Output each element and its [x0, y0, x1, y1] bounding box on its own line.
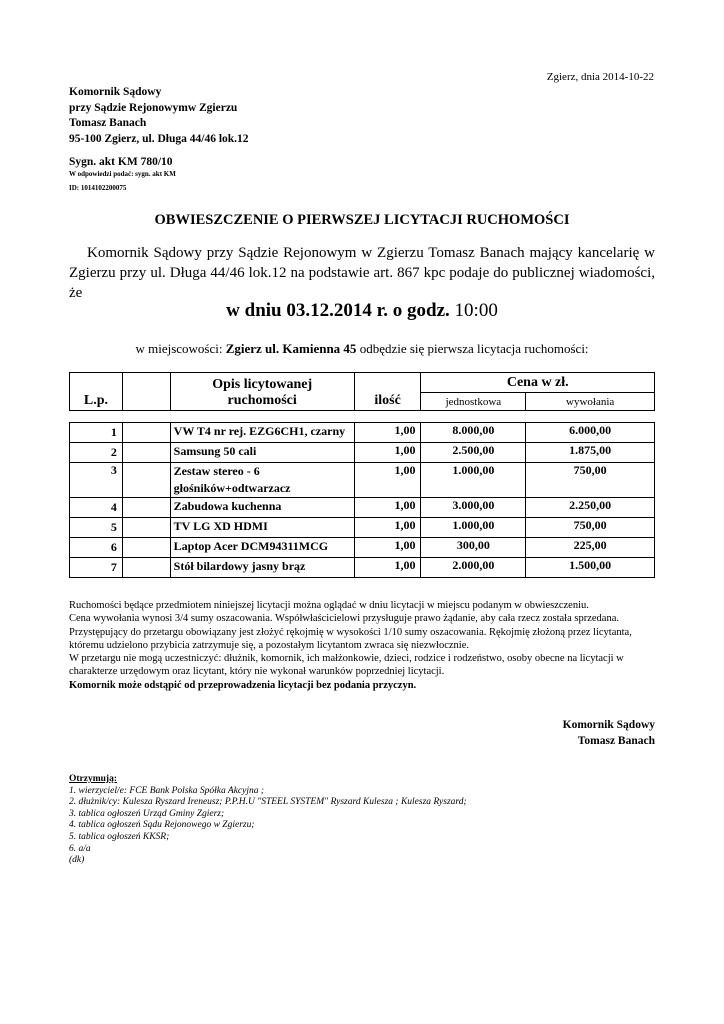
row-unit-price: 8.000,00: [421, 423, 526, 443]
auction-date: w dniu 03.12.2014 r. o godz.: [226, 300, 450, 321]
case-reference: Sygn. akt KM 780/10: [69, 156, 173, 168]
note-bold-line: Komornik może odstąpić od przeprowadzenia licytacji bez podania przyczyn.: [69, 679, 417, 691]
intro-paragraph: Komornik Sądowy przy Sądzie Rejonowym w Zgierzu Tomasz Banach mający kancelarię w Zgierzu przy ul. Długa 44/46 lok.12 na podstawie art. 867 kpc podaje do publicznej wiadomości, że: [69, 245, 655, 301]
place-prefix: w miejscowości:: [135, 341, 223, 356]
row-call-price: 2.250,00: [526, 498, 655, 518]
note-line: Cena wywołania wynosi 3/4 sumy oszacowania. Współwłaścicielowi przysługuje prawo żądanie, aby cała rzecz została sprzedana.: [69, 613, 619, 625]
row-lp: 2: [70, 443, 123, 463]
recipient-item: 4. tablica ogłoszeń Sądu Rejonowego w Zgierzu;: [69, 820, 255, 831]
row-lp: 7: [70, 558, 123, 578]
place-suffix: odbędzie się pierwsza licytacja ruchomości:: [359, 341, 589, 356]
signature-block: [563, 718, 655, 749]
place-address: Zgierz ul. Kamienna 45: [225, 341, 357, 356]
header-qty: ilość: [354, 373, 421, 411]
sender-line: Tomasz Banach: [69, 117, 147, 129]
row-unit-price: 1.000,00: [421, 463, 526, 498]
header-desc-2: ruchomości: [170, 393, 354, 411]
table-row: [70, 423, 655, 443]
row-lp: 6: [70, 538, 123, 558]
header-lp: L.p.: [70, 373, 123, 411]
row-blank: [122, 423, 170, 443]
header-price: Cena w zł.: [421, 373, 655, 393]
signature-line: Komornik Sądowy: [562, 719, 655, 731]
row-qty: 1,00: [354, 518, 421, 538]
note-line: Przystępujący do przetargu obowiązany jest złożyć rękojmię w wysokości 1/10 sumy oszacowania. Rękojmię złożoną przez licytanta, któremu udzielono przybicia zatrzymuje się, a pozostałym licytantom zwraca się niezwłocznie.: [69, 626, 632, 651]
auction-time: 10:00: [454, 300, 498, 321]
header-desc-1: Opis licytowanej: [170, 373, 354, 393]
row-desc: Laptop Acer DCM94311MCG: [170, 538, 354, 558]
table-row: [70, 463, 655, 498]
row-qty: 1,00: [354, 443, 421, 463]
row-desc: Zabudowa kuchenna: [170, 498, 354, 518]
recipient-item: (dk): [69, 855, 85, 866]
sender-address: [69, 85, 249, 147]
row-call-price: 6.000,00: [526, 423, 655, 443]
row-desc: Zestaw stereo - 6 głośników+odtwarzacz: [170, 463, 354, 498]
row-call-price: 750,00: [526, 518, 655, 538]
reply-note: W odpowiedzi podać: sygn. akt KM: [69, 170, 176, 178]
note-line: Ruchomości będące przedmiotem niniejszej licytacji można oglądać w dniu licytacji w miejscu podanym w obwieszczeniu.: [69, 600, 589, 611]
row-qty: 1,00: [354, 558, 421, 578]
row-unit-price: 1.000,00: [421, 518, 526, 538]
recipient-item: 2. dłużnik/cy: Kulesza Ryszard Ireneusz; P.P.H.U "STEEL SYSTEM" Ryszard Kulesza ; Kulesza Ryszard;: [69, 797, 467, 808]
table-row: [70, 558, 655, 578]
row-blank: [122, 463, 170, 498]
row-unit-price: 2.500,00: [421, 443, 526, 463]
recipient-item: 1. wierzyciel/e: FCE Bank Polska Spółka Akcyjna ;: [69, 785, 265, 796]
header-call: wywołania: [526, 393, 655, 411]
recipient-item: 3. tablica ogłoszeń Urząd Gminy Zgierz;: [69, 808, 225, 819]
row-call-price: 1.875,00: [526, 443, 655, 463]
row-call-price: 1.500,00: [526, 558, 655, 578]
table-row: [70, 443, 655, 463]
note-line: W przetargu nie mogą uczestniczyć: dłużnik, komornik, ich małżonkowie, dzieci, rodzice i rodzeństwo, osoby obecne na licytacji w charakterze urzędowym oraz licytant, który nie wykonał warunków poprzedniej licytacji.: [69, 653, 624, 678]
row-lp: 5: [70, 518, 123, 538]
sender-line: przy Sądzie Rejonowymw Zgierzu: [69, 101, 238, 114]
recipients-list: [69, 774, 467, 867]
row-desc: VW T4 nr rej. EZG6CH1, czarny: [170, 423, 354, 443]
row-lp: 3: [70, 463, 123, 498]
recipients-header: Otrzymują:: [69, 774, 118, 784]
document-id: ID: 1014102200075: [69, 184, 127, 192]
row-qty: 1,00: [354, 463, 421, 498]
row-unit-price: 3.000,00: [421, 498, 526, 518]
row-qty: 1,00: [354, 498, 421, 518]
page-title: OBWIESZCZENIE O PIERWSZEJ LICYTACJI RUCHOMOŚCI: [154, 212, 570, 228]
row-blank: [122, 538, 170, 558]
table-row: [70, 498, 655, 518]
header-unit: jednostkowa: [421, 393, 526, 411]
sender-line: Komornik Sądowy: [69, 86, 162, 98]
row-qty: 1,00: [354, 538, 421, 558]
row-blank: [122, 518, 170, 538]
row-desc: TV LG XD HDMI: [170, 518, 354, 538]
items-table: [69, 372, 655, 578]
document-date: Zgierz, dnia 2014-10-22: [546, 71, 654, 83]
row-blank: [122, 443, 170, 463]
row-blank: [122, 498, 170, 518]
row-call-price: 750,00: [526, 463, 655, 498]
recipient-item: 6. a/a: [69, 843, 91, 854]
row-lp: 1: [70, 423, 123, 443]
header-blank: [122, 373, 170, 411]
auction-notes: [69, 599, 659, 692]
row-call-price: 225,00: [526, 538, 655, 558]
auction-place: [0, 341, 724, 357]
row-lp: 4: [70, 498, 123, 518]
recipient-item: 5. tablica ogłoszeń KKSR;: [69, 831, 170, 842]
row-blank: [122, 558, 170, 578]
row-desc: Stół bilardowy jasny brąz: [170, 558, 354, 578]
row-unit-price: 2.000,00: [421, 558, 526, 578]
row-qty: 1,00: [354, 423, 421, 443]
auction-datetime: [0, 300, 724, 322]
sender-line: 95-100 Zgierz, ul. Długa 44/46 lok.12: [69, 132, 249, 145]
row-desc: Samsung 50 cali: [170, 443, 354, 463]
table-row: [70, 538, 655, 558]
table-row: [70, 518, 655, 538]
signature-line: Tomasz Banach: [577, 734, 655, 747]
row-unit-price: 300,00: [421, 538, 526, 558]
